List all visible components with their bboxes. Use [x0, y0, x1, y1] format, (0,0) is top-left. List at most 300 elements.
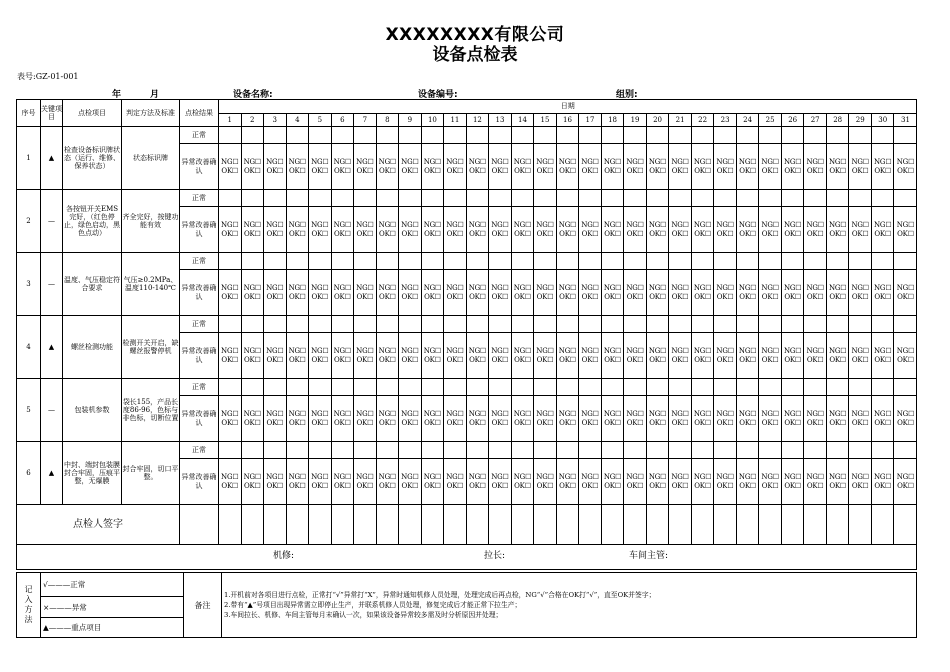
ng-ok-check-cell[interactable]	[714, 270, 737, 316]
ok-checkbox[interactable]: OK☐	[649, 292, 666, 301]
ok-checkbox[interactable]: OK☐	[514, 229, 531, 238]
normal-check-cell[interactable]	[534, 190, 557, 207]
ng-checkbox[interactable]: NG☐	[311, 284, 329, 293]
ng-checkbox[interactable]: NG☐	[423, 347, 442, 356]
normal-check-cell[interactable]	[286, 379, 309, 396]
ng-ok-check-cell[interactable]	[894, 270, 917, 316]
ng-ok-check-cell[interactable]	[534, 207, 557, 253]
normal-check-cell[interactable]	[241, 127, 264, 144]
normal-check-cell[interactable]	[511, 190, 534, 207]
ng-checkbox[interactable]: NG☐	[851, 410, 869, 419]
ng-ok-check-cell[interactable]	[511, 396, 534, 442]
ok-checkbox[interactable]: OK☐	[671, 481, 689, 490]
ok-checkbox[interactable]: OK☐	[356, 355, 374, 364]
normal-check-cell[interactable]	[534, 379, 557, 396]
ng-checkbox[interactable]: NG☐	[648, 410, 667, 419]
ok-checkbox[interactable]: OK☐	[581, 292, 599, 301]
ok-checkbox[interactable]: OK☐	[626, 418, 644, 427]
normal-check-cell[interactable]	[556, 442, 579, 459]
normal-check-cell[interactable]	[736, 316, 759, 333]
ok-checkbox[interactable]: OK☐	[446, 229, 464, 238]
signature-cell[interactable]	[624, 505, 647, 545]
ok-checkbox[interactable]: OK☐	[649, 355, 666, 364]
ng-ok-check-cell[interactable]	[444, 396, 467, 442]
ng-checkbox[interactable]: NG☐	[378, 347, 397, 356]
ng-checkbox[interactable]: NG☐	[648, 221, 667, 230]
ng-checkbox[interactable]: NG☐	[288, 473, 306, 482]
ok-checkbox[interactable]: OK☐	[311, 481, 329, 490]
signature-cell[interactable]	[646, 505, 669, 545]
normal-check-cell[interactable]	[714, 442, 737, 459]
ng-ok-check-cell[interactable]	[466, 270, 489, 316]
ok-checkbox[interactable]: OK☐	[649, 229, 666, 238]
ng-checkbox[interactable]: NG☐	[491, 410, 509, 419]
ng-checkbox[interactable]: NG☐	[783, 158, 802, 167]
normal-check-cell[interactable]	[489, 190, 512, 207]
ok-checkbox[interactable]: OK☐	[784, 229, 801, 238]
normal-check-cell[interactable]	[376, 316, 399, 333]
normal-check-cell[interactable]	[759, 442, 782, 459]
normal-check-cell[interactable]	[489, 127, 512, 144]
ng-checkbox[interactable]: NG☐	[828, 473, 847, 482]
signature-cell[interactable]	[669, 505, 692, 545]
ng-checkbox[interactable]: NG☐	[221, 410, 239, 419]
normal-check-cell[interactable]	[444, 379, 467, 396]
ng-ok-check-cell[interactable]	[354, 459, 377, 505]
ok-checkbox[interactable]: OK☐	[266, 481, 284, 490]
ng-ok-check-cell[interactable]	[421, 333, 444, 379]
normal-check-cell[interactable]	[646, 316, 669, 333]
normal-check-cell[interactable]	[579, 190, 602, 207]
normal-check-cell[interactable]	[849, 316, 872, 333]
ng-checkbox[interactable]: NG☐	[423, 158, 442, 167]
ng-checkbox[interactable]: NG☐	[648, 473, 667, 482]
ng-ok-check-cell[interactable]	[444, 459, 467, 505]
ng-ok-check-cell[interactable]	[309, 459, 332, 505]
normal-check-cell[interactable]	[556, 316, 579, 333]
normal-check-cell[interactable]	[241, 442, 264, 459]
signature-cell[interactable]	[241, 505, 264, 545]
ok-checkbox[interactable]: OK☐	[266, 166, 284, 175]
ng-ok-check-cell[interactable]	[354, 270, 377, 316]
ok-checkbox[interactable]: OK☐	[559, 418, 576, 427]
ng-ok-check-cell[interactable]	[556, 144, 579, 190]
ok-checkbox[interactable]: OK☐	[784, 418, 801, 427]
ng-ok-check-cell[interactable]	[781, 207, 804, 253]
ng-ok-check-cell[interactable]	[759, 333, 782, 379]
ng-checkbox[interactable]: NG☐	[581, 473, 599, 482]
ok-checkbox[interactable]: OK☐	[243, 292, 261, 301]
normal-check-cell[interactable]	[376, 253, 399, 270]
ng-ok-check-cell[interactable]	[714, 144, 737, 190]
ok-checkbox[interactable]: OK☐	[874, 418, 892, 427]
normal-check-cell[interactable]	[489, 253, 512, 270]
ok-checkbox[interactable]: OK☐	[334, 355, 351, 364]
ng-checkbox[interactable]: NG☐	[423, 284, 442, 293]
normal-check-cell[interactable]	[601, 190, 624, 207]
ng-checkbox[interactable]: NG☐	[693, 347, 712, 356]
normal-check-cell[interactable]	[601, 379, 624, 396]
normal-check-cell[interactable]	[556, 379, 579, 396]
ng-checkbox[interactable]: NG☐	[468, 284, 487, 293]
normal-check-cell[interactable]	[354, 127, 377, 144]
ng-ok-check-cell[interactable]	[781, 144, 804, 190]
normal-check-cell[interactable]	[309, 190, 332, 207]
ok-checkbox[interactable]: OK☐	[581, 166, 599, 175]
ng-ok-check-cell[interactable]	[781, 270, 804, 316]
ng-checkbox[interactable]: NG☐	[243, 221, 261, 230]
normal-check-cell[interactable]	[466, 379, 489, 396]
ng-ok-check-cell[interactable]	[579, 144, 602, 190]
normal-check-cell[interactable]	[826, 127, 849, 144]
normal-check-cell[interactable]	[579, 379, 602, 396]
normal-check-cell[interactable]	[579, 316, 602, 333]
ok-checkbox[interactable]: OK☐	[671, 418, 689, 427]
ng-checkbox[interactable]: NG☐	[738, 158, 757, 167]
ok-checkbox[interactable]: OK☐	[379, 229, 396, 238]
ok-checkbox[interactable]: OK☐	[829, 418, 846, 427]
ng-checkbox[interactable]: NG☐	[581, 347, 599, 356]
normal-check-cell[interactable]	[399, 316, 422, 333]
signature-cell[interactable]	[759, 505, 782, 545]
ng-checkbox[interactable]: NG☐	[738, 347, 757, 356]
ng-checkbox[interactable]: NG☐	[536, 158, 554, 167]
ng-ok-check-cell[interactable]	[376, 207, 399, 253]
ng-ok-check-cell[interactable]	[601, 270, 624, 316]
ok-checkbox[interactable]: OK☐	[401, 229, 419, 238]
ng-checkbox[interactable]: NG☐	[378, 284, 397, 293]
ng-ok-check-cell[interactable]	[534, 459, 557, 505]
ng-checkbox[interactable]: NG☐	[401, 410, 419, 419]
ok-checkbox[interactable]: OK☐	[761, 292, 779, 301]
ok-checkbox[interactable]: OK☐	[626, 229, 644, 238]
ng-checkbox[interactable]: NG☐	[558, 158, 577, 167]
ok-checkbox[interactable]: OK☐	[851, 292, 869, 301]
normal-check-cell[interactable]	[894, 253, 917, 270]
ng-checkbox[interactable]: NG☐	[581, 410, 599, 419]
ok-checkbox[interactable]: OK☐	[288, 292, 306, 301]
ng-checkbox[interactable]: NG☐	[896, 473, 915, 482]
ng-checkbox[interactable]: NG☐	[671, 284, 689, 293]
ng-checkbox[interactable]: NG☐	[761, 473, 779, 482]
signature-cell[interactable]	[804, 505, 827, 545]
normal-check-cell[interactable]	[466, 316, 489, 333]
normal-check-cell[interactable]	[466, 442, 489, 459]
ng-checkbox[interactable]: NG☐	[648, 284, 667, 293]
normal-check-cell[interactable]	[286, 127, 309, 144]
ng-ok-check-cell[interactable]	[646, 396, 669, 442]
ok-checkbox[interactable]: OK☐	[536, 355, 554, 364]
ok-checkbox[interactable]: OK☐	[604, 355, 621, 364]
normal-check-cell[interactable]	[669, 127, 692, 144]
normal-check-cell[interactable]	[399, 379, 422, 396]
normal-check-cell[interactable]	[646, 253, 669, 270]
ok-checkbox[interactable]: OK☐	[401, 418, 419, 427]
ng-ok-check-cell[interactable]	[286, 459, 309, 505]
ok-checkbox[interactable]: OK☐	[424, 229, 441, 238]
ng-checkbox[interactable]: NG☐	[221, 347, 239, 356]
ok-checkbox[interactable]: OK☐	[626, 355, 644, 364]
ng-ok-check-cell[interactable]	[421, 207, 444, 253]
signature-cell[interactable]	[489, 505, 512, 545]
ok-checkbox[interactable]: OK☐	[311, 355, 329, 364]
normal-check-cell[interactable]	[309, 253, 332, 270]
normal-check-cell[interactable]	[894, 127, 917, 144]
normal-check-cell[interactable]	[624, 442, 647, 459]
ng-ok-check-cell[interactable]	[556, 207, 579, 253]
ng-checkbox[interactable]: NG☐	[648, 347, 667, 356]
ok-checkbox[interactable]: OK☐	[739, 292, 756, 301]
ok-checkbox[interactable]: OK☐	[514, 166, 531, 175]
normal-check-cell[interactable]	[354, 379, 377, 396]
normal-check-cell[interactable]	[759, 379, 782, 396]
ok-checkbox[interactable]: OK☐	[356, 229, 374, 238]
ng-checkbox[interactable]: NG☐	[221, 221, 239, 230]
ng-checkbox[interactable]: NG☐	[783, 284, 802, 293]
ng-checkbox[interactable]: NG☐	[693, 221, 712, 230]
normal-check-cell[interactable]	[286, 442, 309, 459]
ng-ok-check-cell[interactable]	[286, 207, 309, 253]
ng-checkbox[interactable]: NG☐	[536, 221, 554, 230]
ng-ok-check-cell[interactable]	[871, 396, 894, 442]
ng-ok-check-cell[interactable]	[669, 270, 692, 316]
ng-checkbox[interactable]: NG☐	[243, 347, 261, 356]
normal-check-cell[interactable]	[511, 379, 534, 396]
ok-checkbox[interactable]: OK☐	[288, 355, 306, 364]
ng-checkbox[interactable]: NG☐	[401, 284, 419, 293]
ok-checkbox[interactable]: OK☐	[604, 418, 621, 427]
ng-checkbox[interactable]: NG☐	[221, 284, 239, 293]
ng-checkbox[interactable]: NG☐	[356, 473, 374, 482]
ok-checkbox[interactable]: OK☐	[266, 355, 284, 364]
ng-checkbox[interactable]: NG☐	[266, 473, 284, 482]
ng-ok-check-cell[interactable]	[286, 396, 309, 442]
ok-checkbox[interactable]: OK☐	[694, 292, 711, 301]
signature-cell[interactable]	[399, 505, 422, 545]
ok-checkbox[interactable]: OK☐	[243, 418, 261, 427]
ok-checkbox[interactable]: OK☐	[536, 166, 554, 175]
ng-checkbox[interactable]: NG☐	[401, 473, 419, 482]
normal-check-cell[interactable]	[624, 190, 647, 207]
normal-check-cell[interactable]	[241, 190, 264, 207]
normal-check-cell[interactable]	[691, 379, 714, 396]
ng-checkbox[interactable]: NG☐	[671, 158, 689, 167]
ok-checkbox[interactable]: OK☐	[559, 229, 576, 238]
ok-checkbox[interactable]: OK☐	[694, 481, 711, 490]
ng-ok-check-cell[interactable]	[399, 144, 422, 190]
ng-ok-check-cell[interactable]	[894, 207, 917, 253]
ok-checkbox[interactable]: OK☐	[829, 481, 846, 490]
ok-checkbox[interactable]: OK☐	[379, 355, 396, 364]
ng-ok-check-cell[interactable]	[736, 459, 759, 505]
ok-checkbox[interactable]: OK☐	[311, 418, 329, 427]
normal-check-cell[interactable]	[421, 127, 444, 144]
signature-cell[interactable]	[781, 505, 804, 545]
normal-check-cell[interactable]	[219, 127, 242, 144]
ng-ok-check-cell[interactable]	[534, 396, 557, 442]
ok-checkbox[interactable]: OK☐	[829, 292, 846, 301]
ng-checkbox[interactable]: NG☐	[806, 347, 824, 356]
ng-checkbox[interactable]: NG☐	[626, 347, 644, 356]
ng-ok-check-cell[interactable]	[826, 144, 849, 190]
normal-check-cell[interactable]	[444, 253, 467, 270]
ok-checkbox[interactable]: OK☐	[379, 418, 396, 427]
ng-ok-check-cell[interactable]	[399, 207, 422, 253]
ok-checkbox[interactable]: OK☐	[716, 229, 734, 238]
ng-checkbox[interactable]: NG☐	[581, 221, 599, 230]
ng-checkbox[interactable]: NG☐	[874, 221, 892, 230]
ng-ok-check-cell[interactable]	[219, 396, 242, 442]
normal-check-cell[interactable]	[849, 190, 872, 207]
ng-checkbox[interactable]: NG☐	[401, 158, 419, 167]
normal-check-cell[interactable]	[736, 442, 759, 459]
normal-check-cell[interactable]	[781, 190, 804, 207]
normal-check-cell[interactable]	[241, 316, 264, 333]
ng-checkbox[interactable]: NG☐	[288, 284, 306, 293]
ok-checkbox[interactable]: OK☐	[311, 166, 329, 175]
normal-check-cell[interactable]	[736, 190, 759, 207]
normal-check-cell[interactable]	[376, 442, 399, 459]
normal-check-cell[interactable]	[399, 253, 422, 270]
ng-ok-check-cell[interactable]	[736, 207, 759, 253]
normal-check-cell[interactable]	[849, 379, 872, 396]
ng-ok-check-cell[interactable]	[556, 459, 579, 505]
normal-check-cell[interactable]	[871, 442, 894, 459]
normal-check-cell[interactable]	[444, 127, 467, 144]
ng-ok-check-cell[interactable]	[691, 396, 714, 442]
ng-ok-check-cell[interactable]	[781, 396, 804, 442]
normal-check-cell[interactable]	[669, 190, 692, 207]
ok-checkbox[interactable]: OK☐	[829, 166, 846, 175]
ok-checkbox[interactable]: OK☐	[356, 166, 374, 175]
ng-checkbox[interactable]: NG☐	[603, 347, 622, 356]
ok-checkbox[interactable]: OK☐	[694, 166, 711, 175]
ng-ok-check-cell[interactable]	[219, 333, 242, 379]
ok-checkbox[interactable]: OK☐	[671, 292, 689, 301]
ng-checkbox[interactable]: NG☐	[401, 221, 419, 230]
ng-ok-check-cell[interactable]	[714, 396, 737, 442]
ok-checkbox[interactable]: OK☐	[514, 292, 531, 301]
ng-ok-check-cell[interactable]	[489, 270, 512, 316]
ng-ok-check-cell[interactable]	[849, 207, 872, 253]
ng-ok-check-cell[interactable]	[331, 144, 354, 190]
ok-checkbox[interactable]: OK☐	[559, 292, 576, 301]
ok-checkbox[interactable]: OK☐	[424, 481, 441, 490]
ok-checkbox[interactable]: OK☐	[446, 481, 464, 490]
ng-checkbox[interactable]: NG☐	[626, 410, 644, 419]
ng-ok-check-cell[interactable]	[646, 207, 669, 253]
ok-checkbox[interactable]: OK☐	[311, 292, 329, 301]
ng-checkbox[interactable]: NG☐	[243, 410, 261, 419]
normal-check-cell[interactable]	[309, 316, 332, 333]
ng-checkbox[interactable]: NG☐	[446, 347, 464, 356]
ok-checkbox[interactable]: OK☐	[739, 418, 756, 427]
ng-checkbox[interactable]: NG☐	[266, 158, 284, 167]
ng-ok-check-cell[interactable]	[489, 144, 512, 190]
normal-check-cell[interactable]	[376, 190, 399, 207]
ok-checkbox[interactable]: OK☐	[626, 481, 644, 490]
ok-checkbox[interactable]: OK☐	[761, 418, 779, 427]
ng-checkbox[interactable]: NG☐	[333, 284, 352, 293]
ok-checkbox[interactable]: OK☐	[536, 292, 554, 301]
ng-checkbox[interactable]: NG☐	[626, 473, 644, 482]
normal-check-cell[interactable]	[489, 442, 512, 459]
ng-checkbox[interactable]: NG☐	[266, 347, 284, 356]
ng-ok-check-cell[interactable]	[714, 459, 737, 505]
ng-ok-check-cell[interactable]	[804, 396, 827, 442]
ng-checkbox[interactable]: NG☐	[828, 158, 847, 167]
normal-check-cell[interactable]	[826, 253, 849, 270]
normal-check-cell[interactable]	[219, 253, 242, 270]
signature-cell[interactable]	[579, 505, 602, 545]
ok-checkbox[interactable]: OK☐	[491, 355, 509, 364]
ok-checkbox[interactable]: OK☐	[851, 418, 869, 427]
ng-ok-check-cell[interactable]	[309, 333, 332, 379]
ok-checkbox[interactable]: OK☐	[514, 481, 531, 490]
ng-ok-check-cell[interactable]	[466, 144, 489, 190]
ng-ok-check-cell[interactable]	[894, 396, 917, 442]
ng-checkbox[interactable]: NG☐	[874, 347, 892, 356]
ng-checkbox[interactable]: NG☐	[896, 158, 915, 167]
normal-check-cell[interactable]	[489, 379, 512, 396]
normal-check-cell[interactable]	[489, 316, 512, 333]
ng-checkbox[interactable]: NG☐	[311, 473, 329, 482]
ng-ok-check-cell[interactable]	[286, 333, 309, 379]
normal-check-cell[interactable]	[759, 253, 782, 270]
ok-checkbox[interactable]: OK☐	[649, 166, 666, 175]
ng-ok-check-cell[interactable]	[849, 459, 872, 505]
signature-cell[interactable]	[466, 505, 489, 545]
signature-cell[interactable]	[601, 505, 624, 545]
ng-ok-check-cell[interactable]	[804, 207, 827, 253]
normal-check-cell[interactable]	[511, 316, 534, 333]
normal-check-cell[interactable]	[534, 253, 557, 270]
ok-checkbox[interactable]: OK☐	[536, 418, 554, 427]
ok-checkbox[interactable]: OK☐	[874, 481, 892, 490]
ng-checkbox[interactable]: NG☐	[851, 284, 869, 293]
normal-check-cell[interactable]	[286, 253, 309, 270]
ok-checkbox[interactable]: OK☐	[446, 418, 464, 427]
normal-check-cell[interactable]	[264, 253, 287, 270]
ng-ok-check-cell[interactable]	[309, 270, 332, 316]
normal-check-cell[interactable]	[556, 253, 579, 270]
ng-checkbox[interactable]: NG☐	[513, 158, 532, 167]
ng-checkbox[interactable]: NG☐	[716, 221, 734, 230]
ok-checkbox[interactable]: OK☐	[379, 166, 396, 175]
ng-ok-check-cell[interactable]	[534, 144, 557, 190]
ok-checkbox[interactable]: OK☐	[897, 166, 914, 175]
ng-ok-check-cell[interactable]	[849, 270, 872, 316]
ng-ok-check-cell[interactable]	[466, 333, 489, 379]
ng-ok-check-cell[interactable]	[466, 207, 489, 253]
normal-check-cell[interactable]	[534, 127, 557, 144]
ng-checkbox[interactable]: NG☐	[266, 284, 284, 293]
normal-check-cell[interactable]	[781, 442, 804, 459]
ng-ok-check-cell[interactable]	[241, 396, 264, 442]
ng-checkbox[interactable]: NG☐	[491, 158, 509, 167]
ng-checkbox[interactable]: NG☐	[896, 410, 915, 419]
ng-checkbox[interactable]: NG☐	[716, 347, 734, 356]
ng-ok-check-cell[interactable]	[624, 396, 647, 442]
ng-ok-check-cell[interactable]	[331, 459, 354, 505]
ng-ok-check-cell[interactable]	[871, 144, 894, 190]
ng-checkbox[interactable]: NG☐	[603, 158, 622, 167]
ng-ok-check-cell[interactable]	[331, 207, 354, 253]
ok-checkbox[interactable]: OK☐	[379, 481, 396, 490]
ng-checkbox[interactable]: NG☐	[806, 284, 824, 293]
ok-checkbox[interactable]: OK☐	[334, 418, 351, 427]
ng-checkbox[interactable]: NG☐	[311, 347, 329, 356]
